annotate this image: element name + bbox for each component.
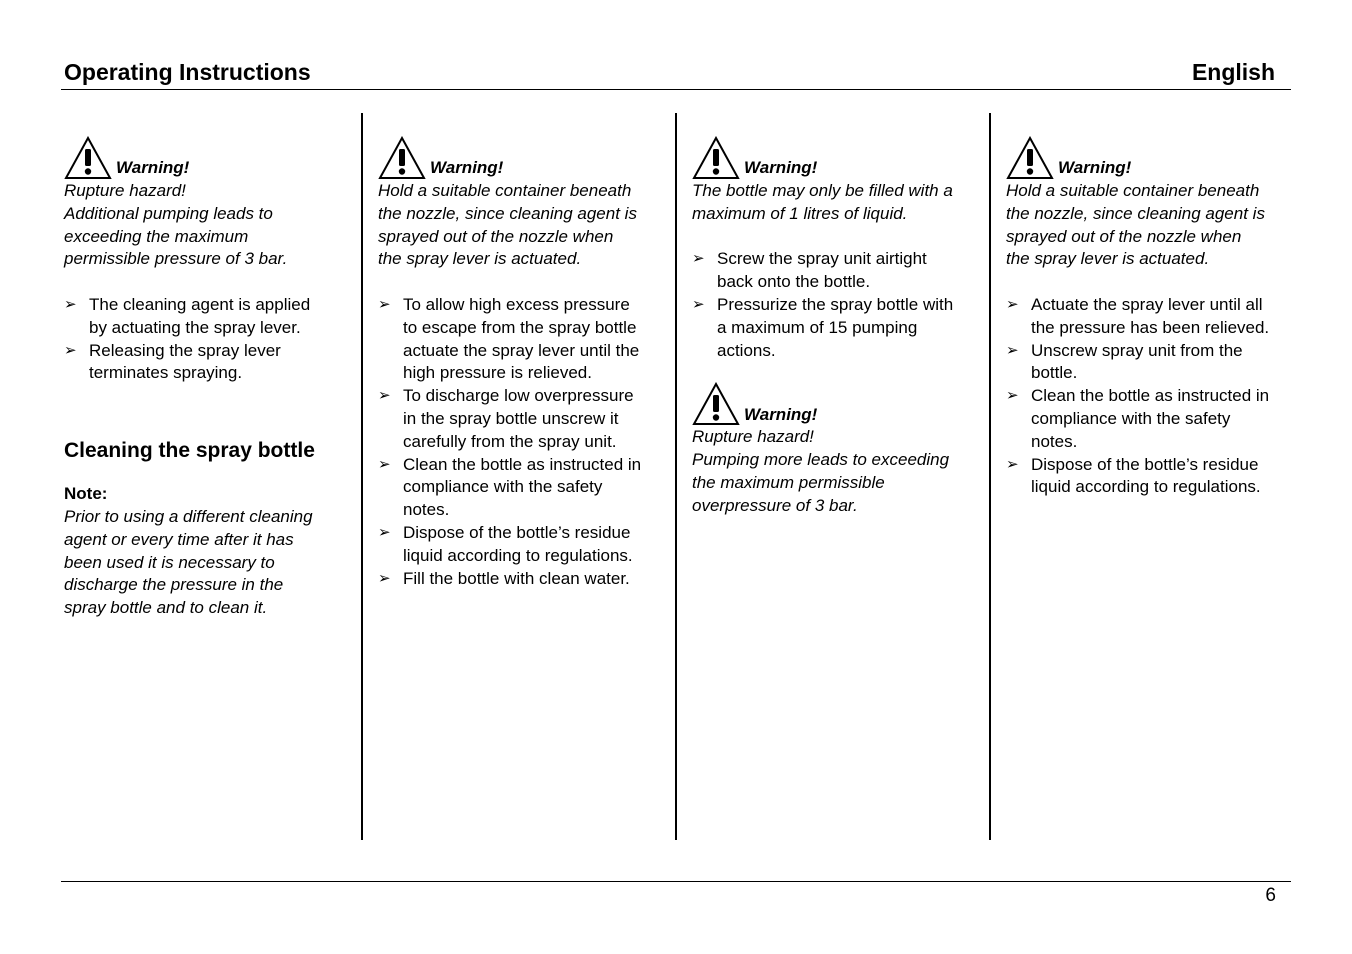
list-item-text: Fill the bottle with clean water.: [403, 568, 630, 588]
column-divider: [361, 113, 363, 840]
warning-triangle-icon: [64, 136, 112, 180]
note-label: Note:: [64, 484, 108, 504]
list-item-text: high pressure is relieved.: [403, 363, 592, 383]
column-1: [64, 132, 354, 620]
footer-rule: [61, 881, 1291, 882]
list-item-text: in the spray bottle unscrew it: [403, 408, 619, 428]
arrowhead-bullet-icon: ➢: [1006, 455, 1019, 473]
note-block: [64, 483, 354, 620]
list-item-text: Pressurize the spray bottle with: [717, 294, 954, 314]
section-heading: Cleaning the spray bottle: [64, 439, 315, 463]
warning-block: [692, 378, 982, 517]
warning-label: Warning!: [1058, 158, 1132, 178]
warning-triangle-icon: [692, 382, 740, 426]
list-item: [378, 294, 668, 385]
warning-text: maximum of 1 litres of liquid.: [692, 203, 908, 223]
list-item-text: notes.: [1031, 431, 1078, 451]
note-text: Prior to using a different cleaning: [64, 506, 313, 526]
page-number: 6: [1265, 885, 1276, 906]
instruction-list: [692, 248, 982, 362]
arrowhead-bullet-icon: ➢: [1006, 295, 1019, 313]
warning-text: Pumping more leads to exceeding: [692, 450, 950, 470]
warning-label: Warning!: [744, 158, 818, 178]
warning-text: exceeding the maximum: [64, 226, 249, 246]
list-item: [692, 294, 982, 362]
arrowhead-bullet-icon: ➢: [64, 341, 77, 359]
column-3: [692, 132, 982, 518]
warning-text: overpressure of 3 bar.: [692, 495, 858, 515]
warning-text: The bottle may only be filled with a: [692, 181, 953, 200]
warning-triangle-icon: [1006, 136, 1054, 180]
list-item-text: To allow high excess pressure: [403, 294, 630, 314]
instruction-list: [64, 294, 354, 385]
warning-triangle-icon: [378, 136, 426, 180]
arrowhead-bullet-icon: ➢: [378, 387, 391, 405]
warning-block: [692, 132, 982, 226]
list-item-text: the pressure has been relieved.: [1031, 317, 1270, 337]
list-item-text: Actuate the spray lever until all: [1031, 294, 1263, 314]
column-divider: [989, 113, 991, 840]
list-item: [378, 454, 668, 522]
list-item-text: Releasing the spray lever: [89, 340, 281, 360]
list-item-text: compliance with the safety: [403, 477, 603, 497]
list-item: [1006, 385, 1296, 453]
warning-text: permissible pressure of 3 bar.: [64, 249, 288, 269]
warning-label: Warning!: [116, 158, 190, 178]
arrowhead-bullet-icon: ➢: [1006, 387, 1019, 405]
document-title: Operating Instructions: [64, 59, 311, 85]
arrowhead-bullet-icon: ➢: [64, 295, 77, 313]
list-item-text: actuate the spray lever until the: [403, 340, 640, 360]
arrowhead-bullet-icon: ➢: [692, 250, 705, 268]
note-text: agent or every time after it has: [64, 529, 294, 549]
note-text: spray bottle and to clean it.: [64, 598, 268, 618]
note-text: discharge the pressure in the: [64, 575, 284, 595]
list-item-text: Dispose of the bottle’s residue: [1031, 454, 1259, 474]
warning-text: the nozzle, since cleaning agent is: [1006, 203, 1265, 223]
list-item: [1006, 294, 1296, 340]
list-item-text: Clean the bottle as instructed in: [403, 454, 642, 474]
list-item-text: to escape from the spray bottle: [403, 317, 637, 337]
list-item-text: actions.: [717, 340, 776, 360]
list-item-text: The cleaning agent is applied: [89, 294, 311, 314]
warning-label: Warning!: [744, 404, 818, 424]
list-item: [64, 294, 354, 340]
language-label: English: [1191, 59, 1275, 85]
warning-text: the nozzle, since cleaning agent is: [378, 203, 637, 223]
list-item-text: terminates spraying.: [89, 363, 243, 383]
list-item: [378, 522, 668, 568]
list-item-text: compliance with the safety: [1031, 408, 1231, 428]
arrowhead-bullet-icon: ➢: [378, 295, 391, 313]
warning-block: [1006, 132, 1296, 271]
list-item-text: carefully from the spray unit.: [403, 431, 617, 451]
arrowhead-bullet-icon: ➢: [378, 455, 391, 473]
warning-label: Warning!: [430, 158, 504, 178]
warning-text: Rupture hazard!: [692, 427, 814, 447]
list-item: [1006, 340, 1296, 386]
warning-block: [378, 132, 668, 271]
warning-text: Rupture hazard!: [64, 181, 186, 200]
warning-block: [64, 132, 354, 271]
list-item-text: bottle.: [1031, 363, 1078, 383]
warning-text: Hold a suitable container beneath: [1006, 181, 1260, 200]
arrowhead-bullet-icon: ➢: [1006, 341, 1019, 359]
warning-text: Additional pumping leads to: [64, 203, 273, 223]
column-divider: [675, 113, 677, 840]
warning-text: sprayed out of the nozzle when: [378, 226, 614, 246]
list-item: [1006, 454, 1296, 500]
arrowhead-bullet-icon: ➢: [378, 523, 391, 541]
list-item-text: a maximum of 15 pumping: [717, 317, 918, 337]
list-item-text: Clean the bottle as instructed in: [1031, 386, 1270, 406]
list-item: [692, 248, 982, 294]
list-item-text: liquid according to regulations.: [1031, 477, 1261, 497]
warning-text: the maximum permissible: [692, 472, 885, 492]
note-text: been used it is necessary to: [64, 552, 275, 572]
list-item-text: liquid according to regulations.: [403, 545, 633, 565]
column-2: [378, 132, 668, 590]
instruction-list: [378, 294, 668, 590]
list-item-text: back onto the bottle.: [717, 272, 871, 292]
list-item: [378, 385, 668, 453]
column-4: [1006, 132, 1296, 499]
warning-text: the spray lever is actuated.: [1006, 249, 1210, 269]
list-item-text: Dispose of the bottle’s residue: [403, 522, 631, 542]
list-item: [378, 568, 668, 591]
warning-triangle-icon: [692, 136, 740, 180]
arrowhead-bullet-icon: ➢: [692, 295, 705, 313]
warning-text: Hold a suitable container beneath: [378, 181, 632, 200]
list-item-text: To discharge low overpressure: [403, 386, 634, 406]
list-item-text: by actuating the spray lever.: [89, 317, 301, 337]
header-rule: [61, 89, 1291, 90]
list-item-text: Screw the spray unit airtight: [717, 249, 927, 269]
instruction-list: [1006, 294, 1296, 499]
list-item-text: notes.: [403, 500, 450, 520]
warning-text: sprayed out of the nozzle when: [1006, 226, 1242, 246]
list-item: [64, 340, 354, 386]
arrowhead-bullet-icon: ➢: [378, 569, 391, 587]
warning-text: the spray lever is actuated.: [378, 249, 582, 269]
list-item-text: Unscrew spray unit from the: [1031, 340, 1243, 360]
